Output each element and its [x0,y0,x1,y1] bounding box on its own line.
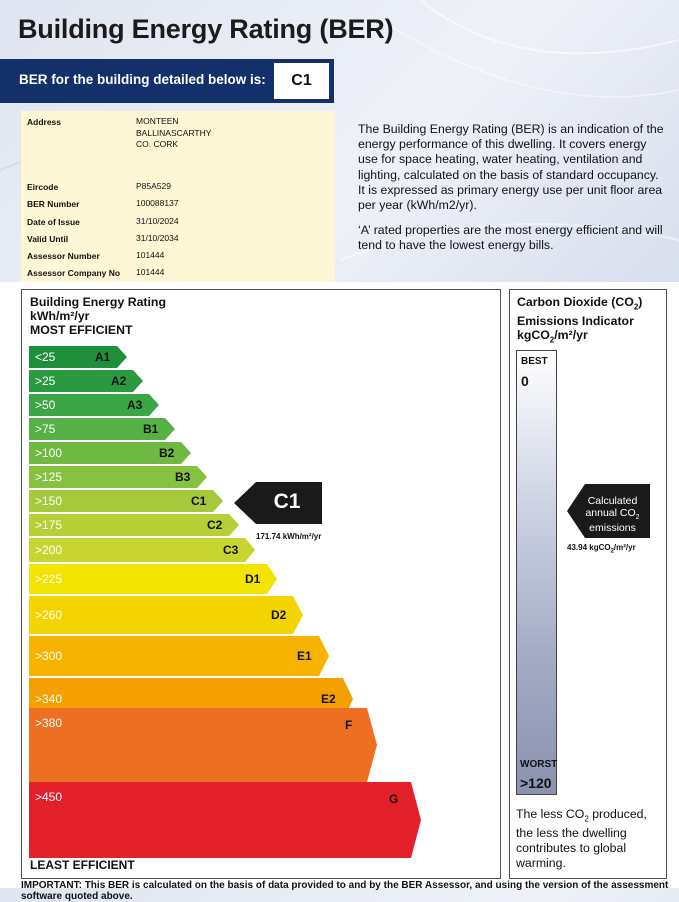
co2-unit: kgCO$_2$/m²/yr [517,328,588,345]
ber-band-class: E2 [321,692,336,706]
ber-band-f [29,708,377,782]
ber-band-g [29,782,421,858]
ber-band-range: >100 [35,446,63,460]
valid-until-label: Valid Until [27,234,69,244]
ber-description [358,122,668,264]
co2-worst-value: >120 [520,775,552,791]
address-line-1: MONTEEN [136,116,179,126]
ber-band-a3 [29,394,159,416]
description-paragraph-2: ‘A’ rated properties are the most energy efficient and will tend to have the lowest energy bills. [358,223,663,253]
ber-band-range: >225 [35,572,63,586]
address-line-2: BALLINASCARTHY [136,127,212,138]
ber-band-class: C1 [191,494,207,508]
ber-band-shape [29,782,421,858]
assessor-company-value: 101444 [136,267,165,277]
ber-band-shape [29,538,255,562]
ber-band-class: E1 [297,649,312,663]
ber-scale-unit: kWh/m²/yr [30,309,90,323]
ber-band-range: >150 [35,494,63,508]
ber-rating-value: 171.74 kWh/m²/yr [256,532,322,541]
ber-band-c2 [29,514,239,536]
important-note: IMPORTANT: This BER is calculated on the basis of data provided to and by the BER Assessor, and using the version of the assessment software quoted above. [21,880,669,902]
co2-heading [517,295,642,348]
co2-title: Carbon Dioxide $(CO_2)$ [517,295,643,312]
ber-header-bar [0,59,334,103]
ber-band-shape [29,636,329,676]
ber-band-b2 [29,442,191,464]
ber-band-class: B1 [143,422,159,436]
page-title: Building Energy Rating (BER) [18,14,394,44]
date-issue-value: 31/10/2024 [136,216,179,226]
co2-pointer [567,484,651,543]
eircode-value: P85A529 [136,181,171,191]
property-details [21,111,335,284]
ber-number-label: BER Number [27,199,80,209]
ber-rating-pointer [234,482,324,529]
ber-band-range: >175 [35,518,63,532]
ber-band-b3 [29,466,207,488]
co2-subtitle: Emissions Indicator [517,314,634,329]
ber-band-d1 [29,564,277,594]
most-efficient-label: MOST EFFICIENT [30,323,133,337]
co2-scale-bar [516,350,557,795]
address-line-3: CO. CORK [136,139,179,149]
ber-band-range: >75 [35,422,56,436]
ber-scale-title: Building Energy Rating [30,295,166,309]
ber-band-shape [29,564,277,594]
assessor-number-value: 101444 [136,250,165,260]
ber-band-range: <25 [35,350,56,364]
ber-band-c3 [29,538,255,562]
co2-value: 43.94 kgCO$_2$/m²/yr [567,543,636,555]
ber-band-range: >340 [35,692,63,706]
ber-band-e1 [29,636,329,676]
ber-band-class: F [345,718,353,732]
ber-header-label: BER for the building detailed below is: [19,72,266,87]
ber-band-class: B3 [175,470,191,484]
ber-band-range: >50 [35,398,56,412]
ber-band-range: >300 [35,649,63,663]
ber-band-class: D1 [245,572,261,586]
ber-band-a2 [29,370,143,392]
ber-band-range: >200 [35,543,63,557]
ber-band-range: >25 [35,374,56,388]
ber-band-class: D2 [271,608,287,622]
ber-band-shape [29,708,377,782]
assessor-number-label: Assessor Number [27,251,100,261]
ber-band-class: G [389,792,399,806]
ber-band-class: A1 [95,350,111,364]
ber-band-class: A2 [111,374,127,388]
ber-number-value: 100088137 [136,198,179,208]
valid-until-value: 31/10/2034 [136,233,179,243]
co2-note: The less $CO_2$ produced, the less the dwelling contributes to global warming. [516,807,647,871]
ber-band-class: B2 [159,446,175,460]
ber-pointer-rating: C1 [273,490,301,513]
ber-band-c1 [29,490,223,512]
co2-best-value: 0 [521,373,529,389]
ber-band-range: >260 [35,608,63,622]
co2-worst-label: WORST [520,759,558,770]
ber-band-class: A3 [127,398,143,412]
co2-best-label: BEST [521,356,548,367]
assessor-company-label: Assessor Company No [27,268,121,278]
ber-band-shape [29,596,303,634]
date-issue-label: Date of Issue [27,217,80,227]
ber-band-a1 [29,346,127,368]
least-efficient-label: LEAST EFFICIENT [30,858,135,872]
address-label: Address [27,117,62,127]
ber-band-range: >380 [35,716,63,730]
ber-band-class: C2 [207,518,223,532]
co2-pointer-text: Calculated annual $CO_2$ emissions [585,495,640,535]
ber-band-d2 [29,596,303,634]
ber-band-class: C3 [223,543,239,557]
ber-scale-heading [30,295,166,337]
eircode-label: Eircode [27,182,59,192]
ber-band-range: >450 [35,790,63,804]
ber-band-range: >125 [35,470,63,484]
description-paragraph-1: The Building Energy Rating (BER) is an indication of the energy performance of this dwelling. It covers energy use for space heating, water heating, ventilation and lighting, calculated on the basis of standard occupancy. It is expressed as primary energy use per unit floor area per year (kWh/m2/yr). [358,122,664,213]
ber-header-rating: C1 [273,62,330,100]
ber-band-b1 [29,418,175,440]
